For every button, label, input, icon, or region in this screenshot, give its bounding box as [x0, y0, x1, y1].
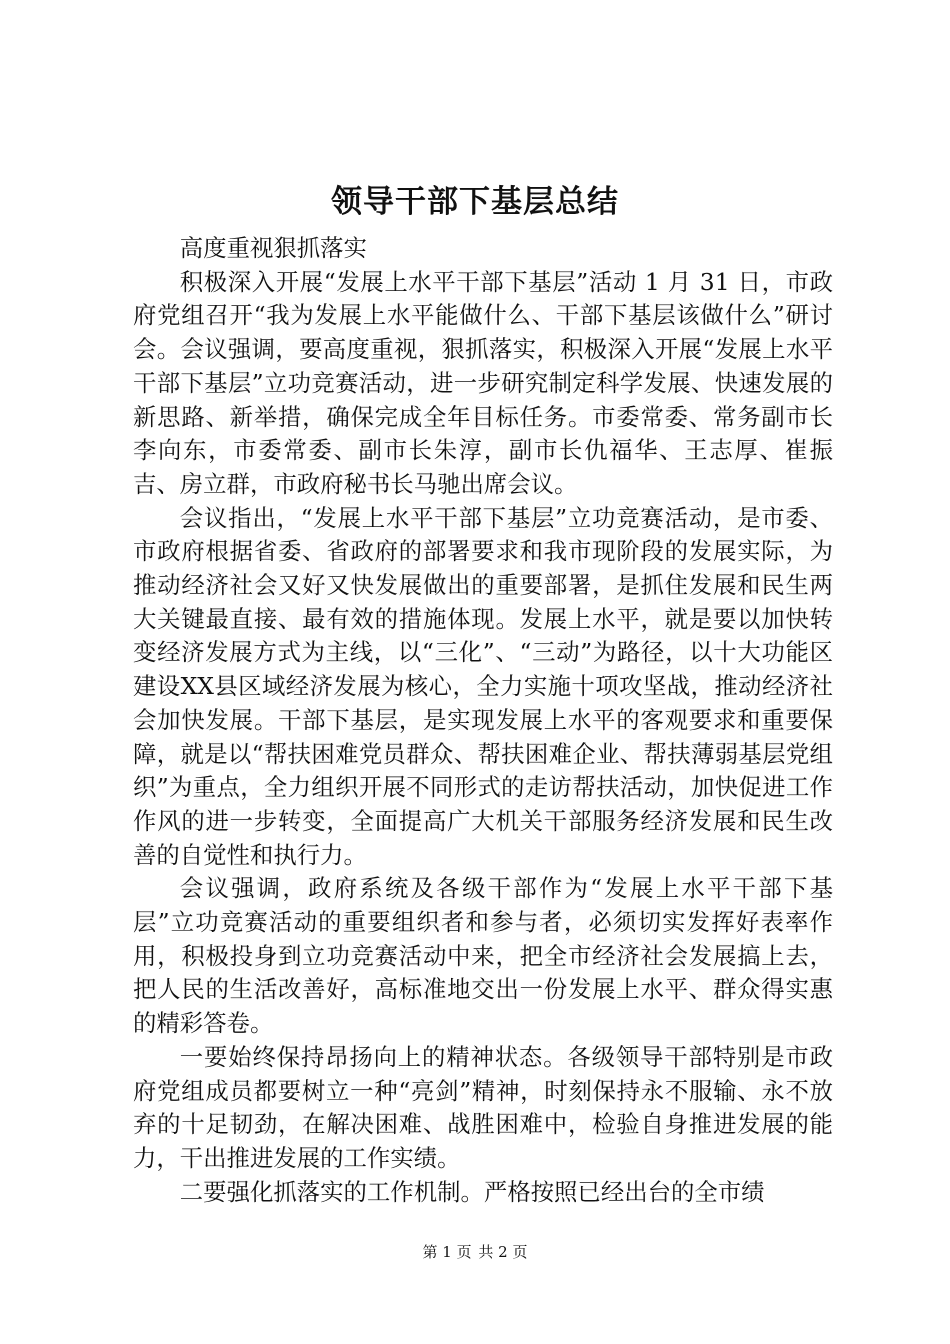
page-total: 共 2 页 [478, 1243, 528, 1261]
document-title: 领导干部下基层总结 [331, 184, 619, 220]
paragraph: 一要始终保持昂扬向上的精神状态。各级领导干部特别是市政府党组成员都要树立一种“亮剑”精神，时刻保持永不服输、永不放弃的十足韧劲，在解决困难、战胜困难中，检验自身推进发展的能力，干出推进发展的工作实绩。 [133, 1042, 833, 1172]
section-heading: 高度重视狠抓落实 [179, 234, 367, 262]
paragraph: 会议强调，政府系统及各级干部作为“发展上水平干部下基层”立功竞赛活动的重要组织者和参与者，必须切实发挥好表率作用，积极投身到立功竞赛活动中来，把全市经济社会发展搞上去，把人民的生活改善好，高标准地交出一份发展上水平、群众得实惠的精彩答卷。 [133, 874, 833, 1038]
paragraph: 二要强化抓落实的工作机制。严格按照已经出台的全市绩 [179, 1177, 765, 1206]
page-footer [0, 1242, 950, 1262]
page-number: 第 1 页 [422, 1243, 472, 1261]
document-body [133, 232, 833, 1209]
paragraph: 积极深入开展“发展上水平干部下基层”活动 1 月 31 日，市政府党组召开“我为发展上水平能做什么、干部下基层该做什么”研讨会。会议强调，要高度重视，狠抓落实，积极深入开展“发展上水平干部下基层”立功竞赛活动，进一步研究制定科学发展、快速发展的新思路、新举措，确保完成全年目标任务。市委常委、常务副市长李向东，市委常委、副市长朱淳，副市长仇福华、王志厚、崔振吉、房立群，市政府秘书长马驰出席会议。 [133, 267, 833, 498]
paragraph: 会议指出，“发展上水平干部下基层”立功竞赛活动，是市委、市政府根据省委、省政府的部署要求和我市现阶段的发展实际，为推动经济社会又好又快发展做出的重要部署，是抓住发展和民生两大关键最直接、最有效的措施体现。发展上水平，就是要以加快转变经济发展方式为主线，以“三化”、“三动”为路径，以十大功能区建设XX县区域经济发展为核心，全力实施十项攻坚战，推动经济社会加快发展。干部下基层，是实现发展上水平的客观要求和重要保障，就是以“帮扶困难党员群众、帮扶困难企业、帮扶薄弱基层党组织”为重点，全力组织开展不同形式的走访帮扶活动，加快促进工作作风的进一步转变，全面提高广大机关干部服务经济发展和民生改善的自觉性和执行力。 [133, 503, 833, 869]
